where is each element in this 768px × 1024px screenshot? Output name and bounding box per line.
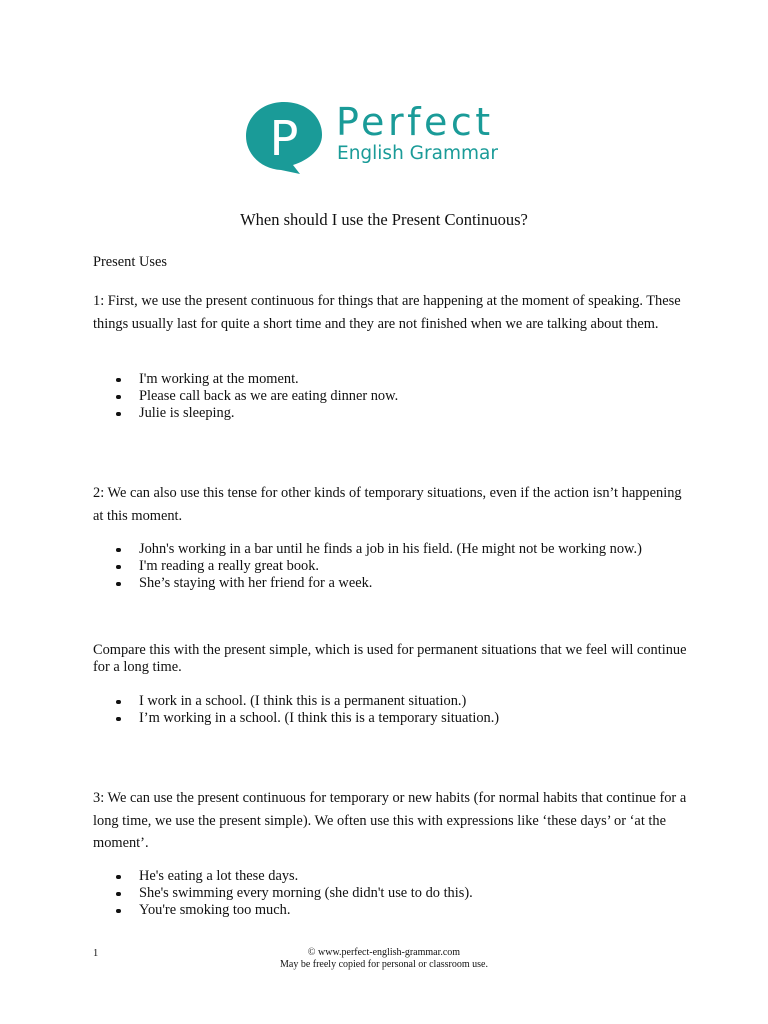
list-item: I’m working in a school. (I think this is a temporary situation.) <box>93 710 683 727</box>
logo-word-english-grammar: English Grammar <box>337 143 498 164</box>
list-item: You're smoking too much. <box>93 902 683 919</box>
footer-copyright: © www.perfect-english-grammar.com <box>307 947 461 958</box>
page-number: 1 <box>93 948 99 959</box>
logo-word-perfect: Perfect <box>336 100 494 144</box>
speech-bubble-logo-icon <box>244 100 334 176</box>
list-item: Please call back as we are eating dinner now. <box>93 388 683 405</box>
compare-text: Compare this with the present simple, which is used for permanent situations that we feel will continue for a long time. <box>93 642 687 675</box>
list-item: John's working in a bar until he finds a job in his field. (He might not be working now.) <box>93 541 683 558</box>
list-item: He's eating a lot these days. <box>93 868 683 885</box>
section-1-list <box>93 371 683 422</box>
list-item: I'm working at the moment. <box>93 371 683 388</box>
page-title: When should I use the Present Continuous? <box>240 210 528 229</box>
section-2-text: 2: We can also use this tense for other kinds of temporary situations, even if the action isn’t happening at this moment. <box>93 485 682 524</box>
logo <box>244 100 534 176</box>
section-3-text: 3: We can use the present continuous for temporary or new habits (for normal habits that continue for a long time, we use the present simple). We often use this with expressions like ‘these days’ or ‘at the moment’. <box>93 790 687 851</box>
footer <box>0 947 768 970</box>
list-item: She's swimming every morning (she didn't use to do this). <box>93 885 683 902</box>
compare-list <box>93 693 683 727</box>
list-item: I'm reading a really great book. <box>93 558 683 575</box>
section-2-list <box>93 541 683 592</box>
section-3-list <box>93 868 683 919</box>
footer-note: May be freely copied for personal or classroom use. <box>280 958 488 970</box>
logo-letter: P <box>269 111 299 167</box>
list-item: Julie is sleeping. <box>93 405 683 422</box>
list-item: I work in a school. (I think this is a permanent situation.) <box>93 693 683 710</box>
section-heading: Present Uses <box>93 254 167 270</box>
section-1-text: 1: First, we use the present continuous for things that are happening at the moment of speaking. These things usually last for quite a short time and they are not finished when we are talking about them. <box>93 293 681 332</box>
list-item: She’s staying with her friend for a week. <box>93 575 683 592</box>
